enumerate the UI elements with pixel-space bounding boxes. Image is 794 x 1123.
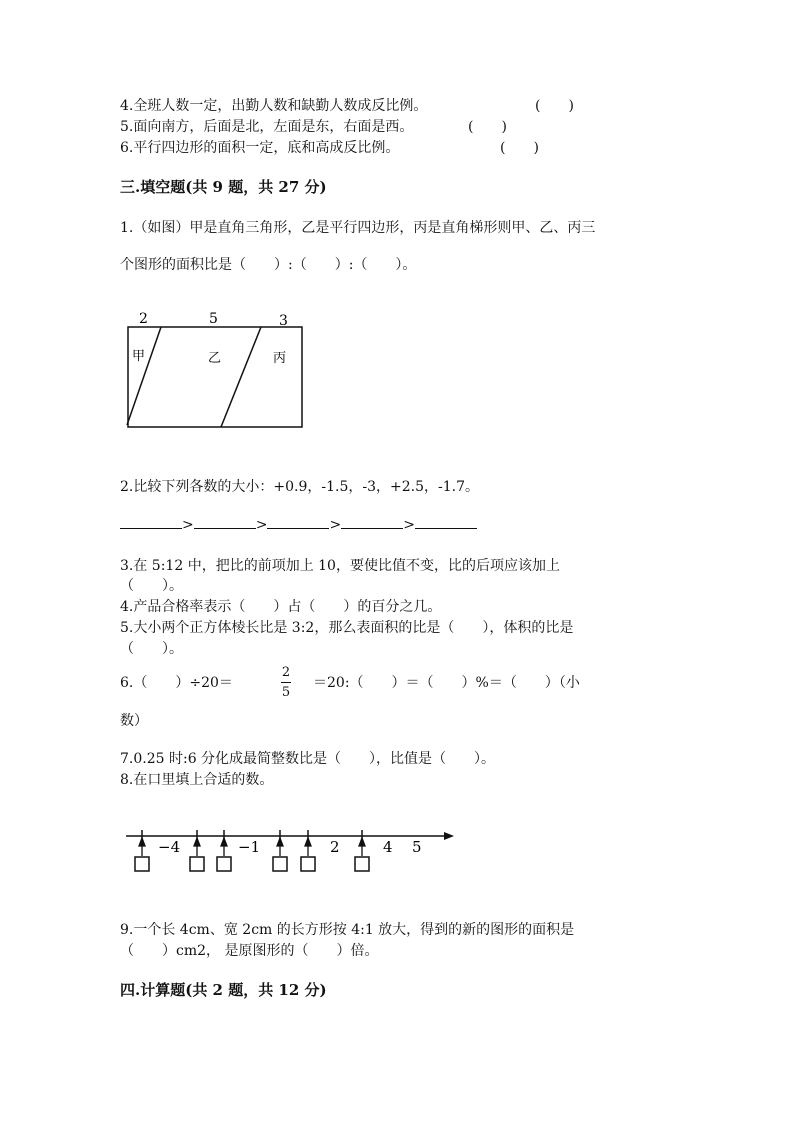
fill-q5-line1: 5.大小两个正方体棱长比是 3:2，那么表面积的比是（ ），体积的比是 bbox=[120, 620, 574, 636]
answer-box-4[interactable] bbox=[273, 857, 287, 871]
figure-label-bing: 丙 bbox=[273, 351, 287, 366]
figure-label-2: 2 bbox=[139, 311, 148, 327]
number-line-arrowhead bbox=[444, 832, 454, 840]
figure-label-5: 5 bbox=[209, 311, 218, 327]
pointer-head bbox=[305, 838, 311, 846]
number-line-label-5: 5 bbox=[412, 838, 422, 856]
fraction-bar bbox=[281, 682, 291, 683]
fill-q6-line2: 数） bbox=[120, 713, 148, 729]
fill-q3-line1: 3.在 5:12 中，把比的前项加上 10，要使比值不变，比的后项应该加上 bbox=[120, 558, 560, 574]
shapes-figure bbox=[115, 305, 315, 435]
blank-4[interactable] bbox=[341, 514, 403, 529]
figure-outer-rect bbox=[128, 327, 302, 427]
blank-1[interactable] bbox=[120, 514, 182, 529]
fill-q6-part1: 6.（ ）÷20＝ bbox=[120, 675, 233, 691]
judge-q4-answer-paren[interactable]: ( ) bbox=[535, 98, 574, 114]
answer-box-6[interactable] bbox=[355, 857, 369, 871]
number-line bbox=[120, 822, 460, 878]
judge-q6-answer-paren[interactable]: ( ) bbox=[500, 140, 539, 156]
gt-sign: > bbox=[182, 517, 194, 533]
number-line-label-4: 4 bbox=[383, 838, 393, 856]
blank-2[interactable] bbox=[194, 514, 256, 529]
judge-q6: 6.平行四边形的面积一定，底和高成反比例。 bbox=[120, 140, 400, 156]
answer-box-5[interactable] bbox=[301, 857, 315, 871]
fill-q6-part2: ＝20:（ ）＝（ ）%＝（ ）（小 bbox=[313, 675, 580, 691]
answer-box-2[interactable] bbox=[190, 857, 204, 871]
pointer-head bbox=[359, 838, 365, 846]
fill-q5-line2: （ ）。 bbox=[120, 641, 183, 657]
answer-box-1[interactable] bbox=[135, 857, 149, 871]
fill-q1-line2: 个图形的面积比是（ ）:（ ）:（ ）。 bbox=[120, 257, 417, 273]
number-line-label-2: 2 bbox=[330, 838, 340, 856]
fill-q4: 4.产品合格率表示（ ）占（ ）的百分之几。 bbox=[120, 599, 442, 615]
fill-q1-line1: 1.（如图）甲是直角三角形，乙是平行四边形，丙是直角梯形则甲、乙、丙三 bbox=[120, 220, 596, 236]
fill-q8: 8.在口里填上合适的数。 bbox=[120, 772, 274, 788]
figure-divider-left bbox=[127, 327, 161, 425]
section3-heading: 三.填空题(共 9 题，共 27 分) bbox=[120, 178, 327, 196]
judge-q5: 5.面向南方，后面是北，左面是东，右面是西。 bbox=[120, 119, 414, 135]
judge-q5-answer-paren[interactable]: ( ) bbox=[468, 119, 507, 135]
pointer-head bbox=[277, 838, 283, 846]
fill-q2-answer-row bbox=[120, 514, 477, 535]
fill-q9-line2: （ ）cm2， 是原图形的（ ）倍。 bbox=[120, 943, 379, 959]
figure-label-3: 3 bbox=[279, 313, 288, 329]
gt-sign: > bbox=[329, 517, 342, 533]
figure-label-jia: 甲 bbox=[132, 349, 146, 364]
figure-label-yi: 乙 bbox=[208, 351, 222, 366]
pointer-head bbox=[194, 838, 200, 846]
figure-divider-right bbox=[221, 327, 261, 427]
fraction-numerator: 2 bbox=[281, 665, 291, 680]
blank-5[interactable] bbox=[415, 514, 477, 529]
fill-q9-line1: 9.一个长 4cm、宽 2cm 的长方形按 4:1 放大，得到的新的图形的面积是 bbox=[120, 922, 575, 938]
fill-q2: 2.比较下列各数的大小：+0.9，-1.5，-3，+2.5，-1.7。 bbox=[120, 479, 479, 495]
number-line-label-neg1: −1 bbox=[238, 838, 261, 856]
pointer-head bbox=[221, 838, 227, 846]
pointer-head bbox=[139, 838, 145, 846]
number-line-label-neg4: −4 bbox=[158, 838, 181, 856]
fill-q3-line2: （ ）。 bbox=[120, 578, 183, 594]
blank-3[interactable] bbox=[267, 514, 329, 529]
answer-box-3[interactable] bbox=[217, 857, 231, 871]
fill-q7: 7.0.25 时:6 分化成最简整数比是（ ），比值是（ ）。 bbox=[120, 751, 496, 767]
gt-sign: > bbox=[255, 517, 268, 533]
judge-q4: 4.全班人数一定，出勤人数和缺勤人数成反比例。 bbox=[120, 98, 428, 114]
section4-heading: 四.计算题(共 2 题，共 12 分) bbox=[120, 981, 327, 999]
fraction-denominator: 5 bbox=[281, 685, 291, 700]
gt-sign: > bbox=[403, 517, 415, 533]
